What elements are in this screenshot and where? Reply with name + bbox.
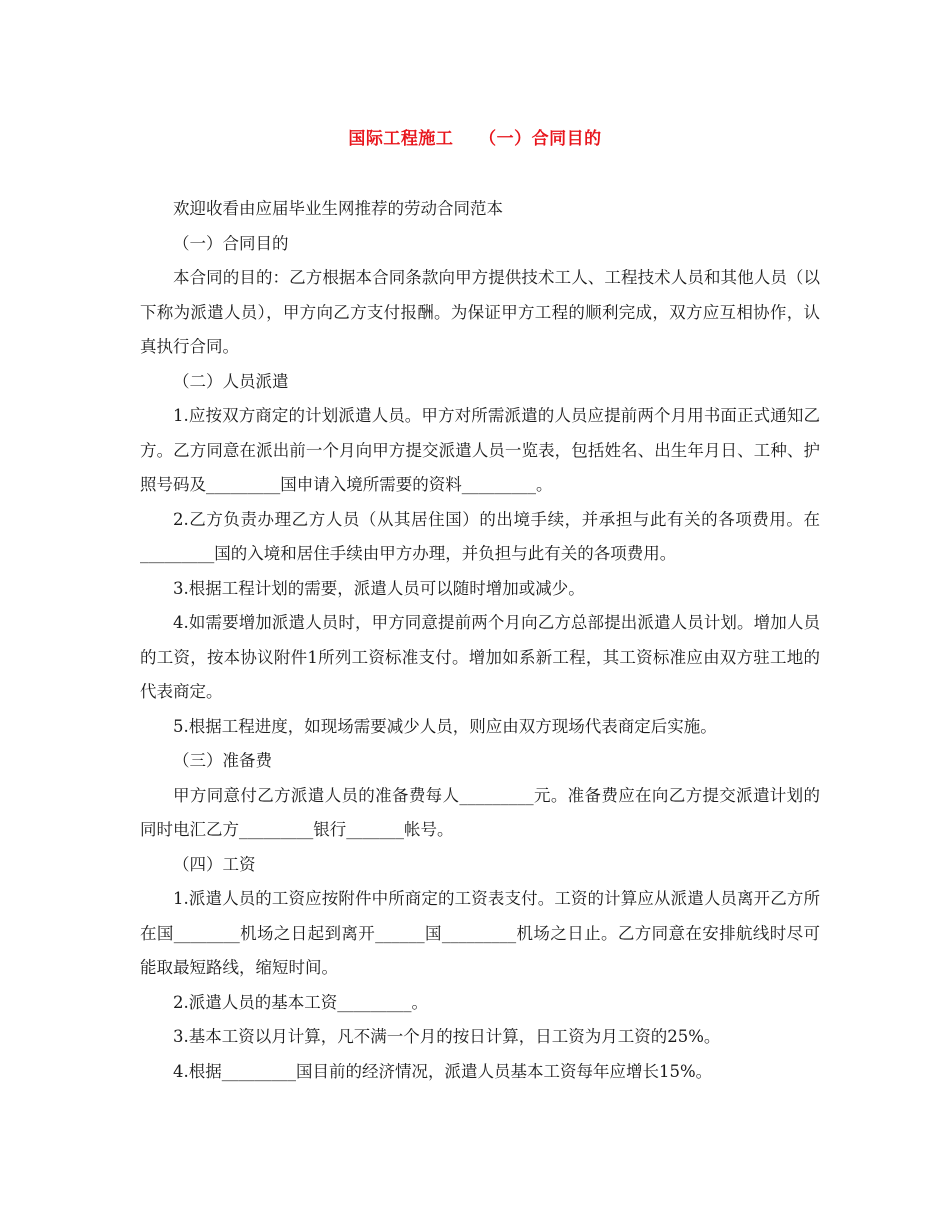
document-title: 国际工程施工 （一）合同目的 [348,129,602,149]
paragraph: 1.应按双方商定的计划派遣人员。甲方对所需派遣的人员应提前两个月用书面正式通知乙方。乙方同意在派出前一个月向甲方提交派遣人员一览表，包括姓名、出生年月日、工种、护照号码及_________国申请入境所需要的资料_________。 [140,406,820,494]
paragraph: 1.派遣人员的工资应按附件中所商定的工资表支付。工资的计算应从派遣人员离开乙方所在国________机场之日起到离开______国_________机场之日止。乙方同意在安排航线时尽可能取最短路线，缩短时间。 [140,889,820,977]
paragraph: 3.基本工资以月计算，凡不满一个月的按日计算，日工资为月工资的25%。 [173,1027,721,1046]
paragraph: 5.根据工程进度，如现场需要减少人员，则应由双方现场代表商定后实施。 [173,716,717,736]
section-heading-1: （一）合同目的 [173,233,289,253]
paragraph: 2.派遣人员的基本工资_________。 [173,992,428,1012]
paragraph: 3.根据工程计划的需要，派遣人员可以随时增加或减少。 [173,578,585,598]
paragraph: 本合同的目的：乙方根据本合同条款向甲方提供技术工人、工程技术人员和其他人员（以下称为派遣人员），甲方向乙方支付报酬。为保证甲方工程的顺利完成，双方应互相协作，认真执行合同。 [140,268,820,356]
intro-paragraph: 欢迎收看由应届毕业生网推荐的劳动合同范本 [173,199,503,218]
section-heading-2: （二）人员派遣 [173,371,289,391]
document-body [140,192,820,1089]
paragraph: 甲方同意付乙方派遣人员的准备费每人_________元。准备费应在向乙方提交派遣计划的同时电汇乙方_________银行_______帐号。 [140,785,820,839]
section-heading-3: （三）准备费 [173,751,272,770]
paragraph: 4.如需要增加派遣人员时，甲方同意提前两个月向乙方总部提出派遣人员计划。增加人员的工资，按本协议附件1所列工资标准支付。增加如系新工程，其工资标准应由双方驻工地的代表商定。 [140,613,820,701]
section-heading-4: （四）工资 [173,854,256,874]
paragraph: 4.根据_________国目前的经济情况，派遣人员基本工资每年应增长15%。 [173,1061,713,1081]
paragraph: 2.乙方负责办理乙方人员（从其居住国）的出境手续，并承担与此有关的各项费用。在_________国的入境和居住手续由甲方办理，并负担与此有关的各项费用。 [140,509,820,563]
